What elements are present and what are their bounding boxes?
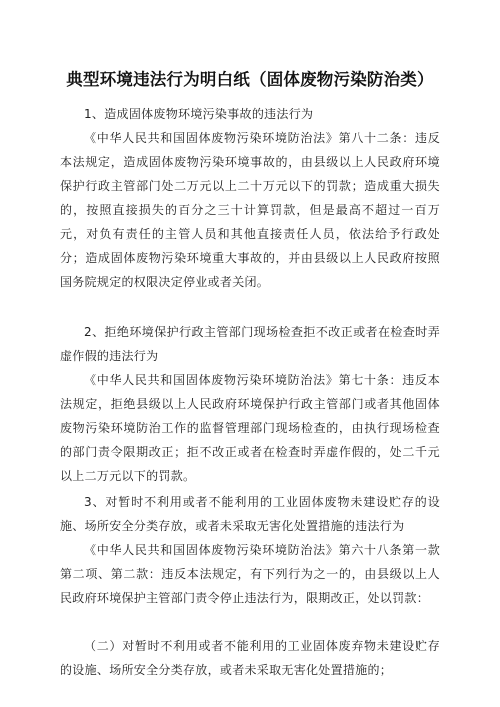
section-1-body: 《中华人民共和国固体废物污染环境防治法》第八十二条：违反本法规定，造成固体废物污染环境事故的，由县级以上人民政府环境保护行政主管部门处二万元以上二十万元以下的罚款；造成重大损失的，按照直接损失的百分之三十计算罚款，但是最高不超过一百万元，对负有责任的主管人员和其他直接责任人员，依法给予行政处分；造成固体废物污染环境重大事故的，并由县级以上人民政府按照国务院规定的权限决定停业或者关闭。 (60, 131, 440, 289)
section-2-body: 《中华人民共和国固体废物污染环境防治法》第七十条：违反本法规定，拒绝县级以上人民政府环境保护行政主管部门或者其他固体废物污染环境防治工作的监督管理部门现场检查的，由执行现场检查的部门责令限期改正；拒不改正或者在检查时弄虚作假的，处二千元以上二万元以下的罚款。 (60, 373, 440, 483)
section-1-heading: 1、造成固体废物环境污染事故的违法行为 (84, 107, 314, 121)
document-title: 典型环境违法行为明白纸（固体废物污染防治类） (66, 70, 434, 89)
section-3-body: 《中华人民共和国固体废物污染环境防治法》第六十八条第一款第二项、第二款：违反本法规定，有下列行为之一的，由县级以上人民政府环境保护主管部门责令停止违法行为，限期改正，处以罚款： (60, 543, 440, 605)
section-3-heading: 3、对暂时不利用或者不能利用的工业固体废物未建设贮存的设施、场所安全分类存放，或者未采取无害化处置措施的违法行为 (60, 495, 440, 533)
section-3-item: （二）对暂时不利用或者不能利用的工业固体废弃物未建设贮存的设施、场所安全分类存放，或者未采取无害化处置措施的； (60, 639, 440, 677)
section-2-heading: 2、拒绝环境保护行政主管部门现场检查拒不改正或者在检查时弄虚作假的违法行为 (60, 325, 440, 363)
